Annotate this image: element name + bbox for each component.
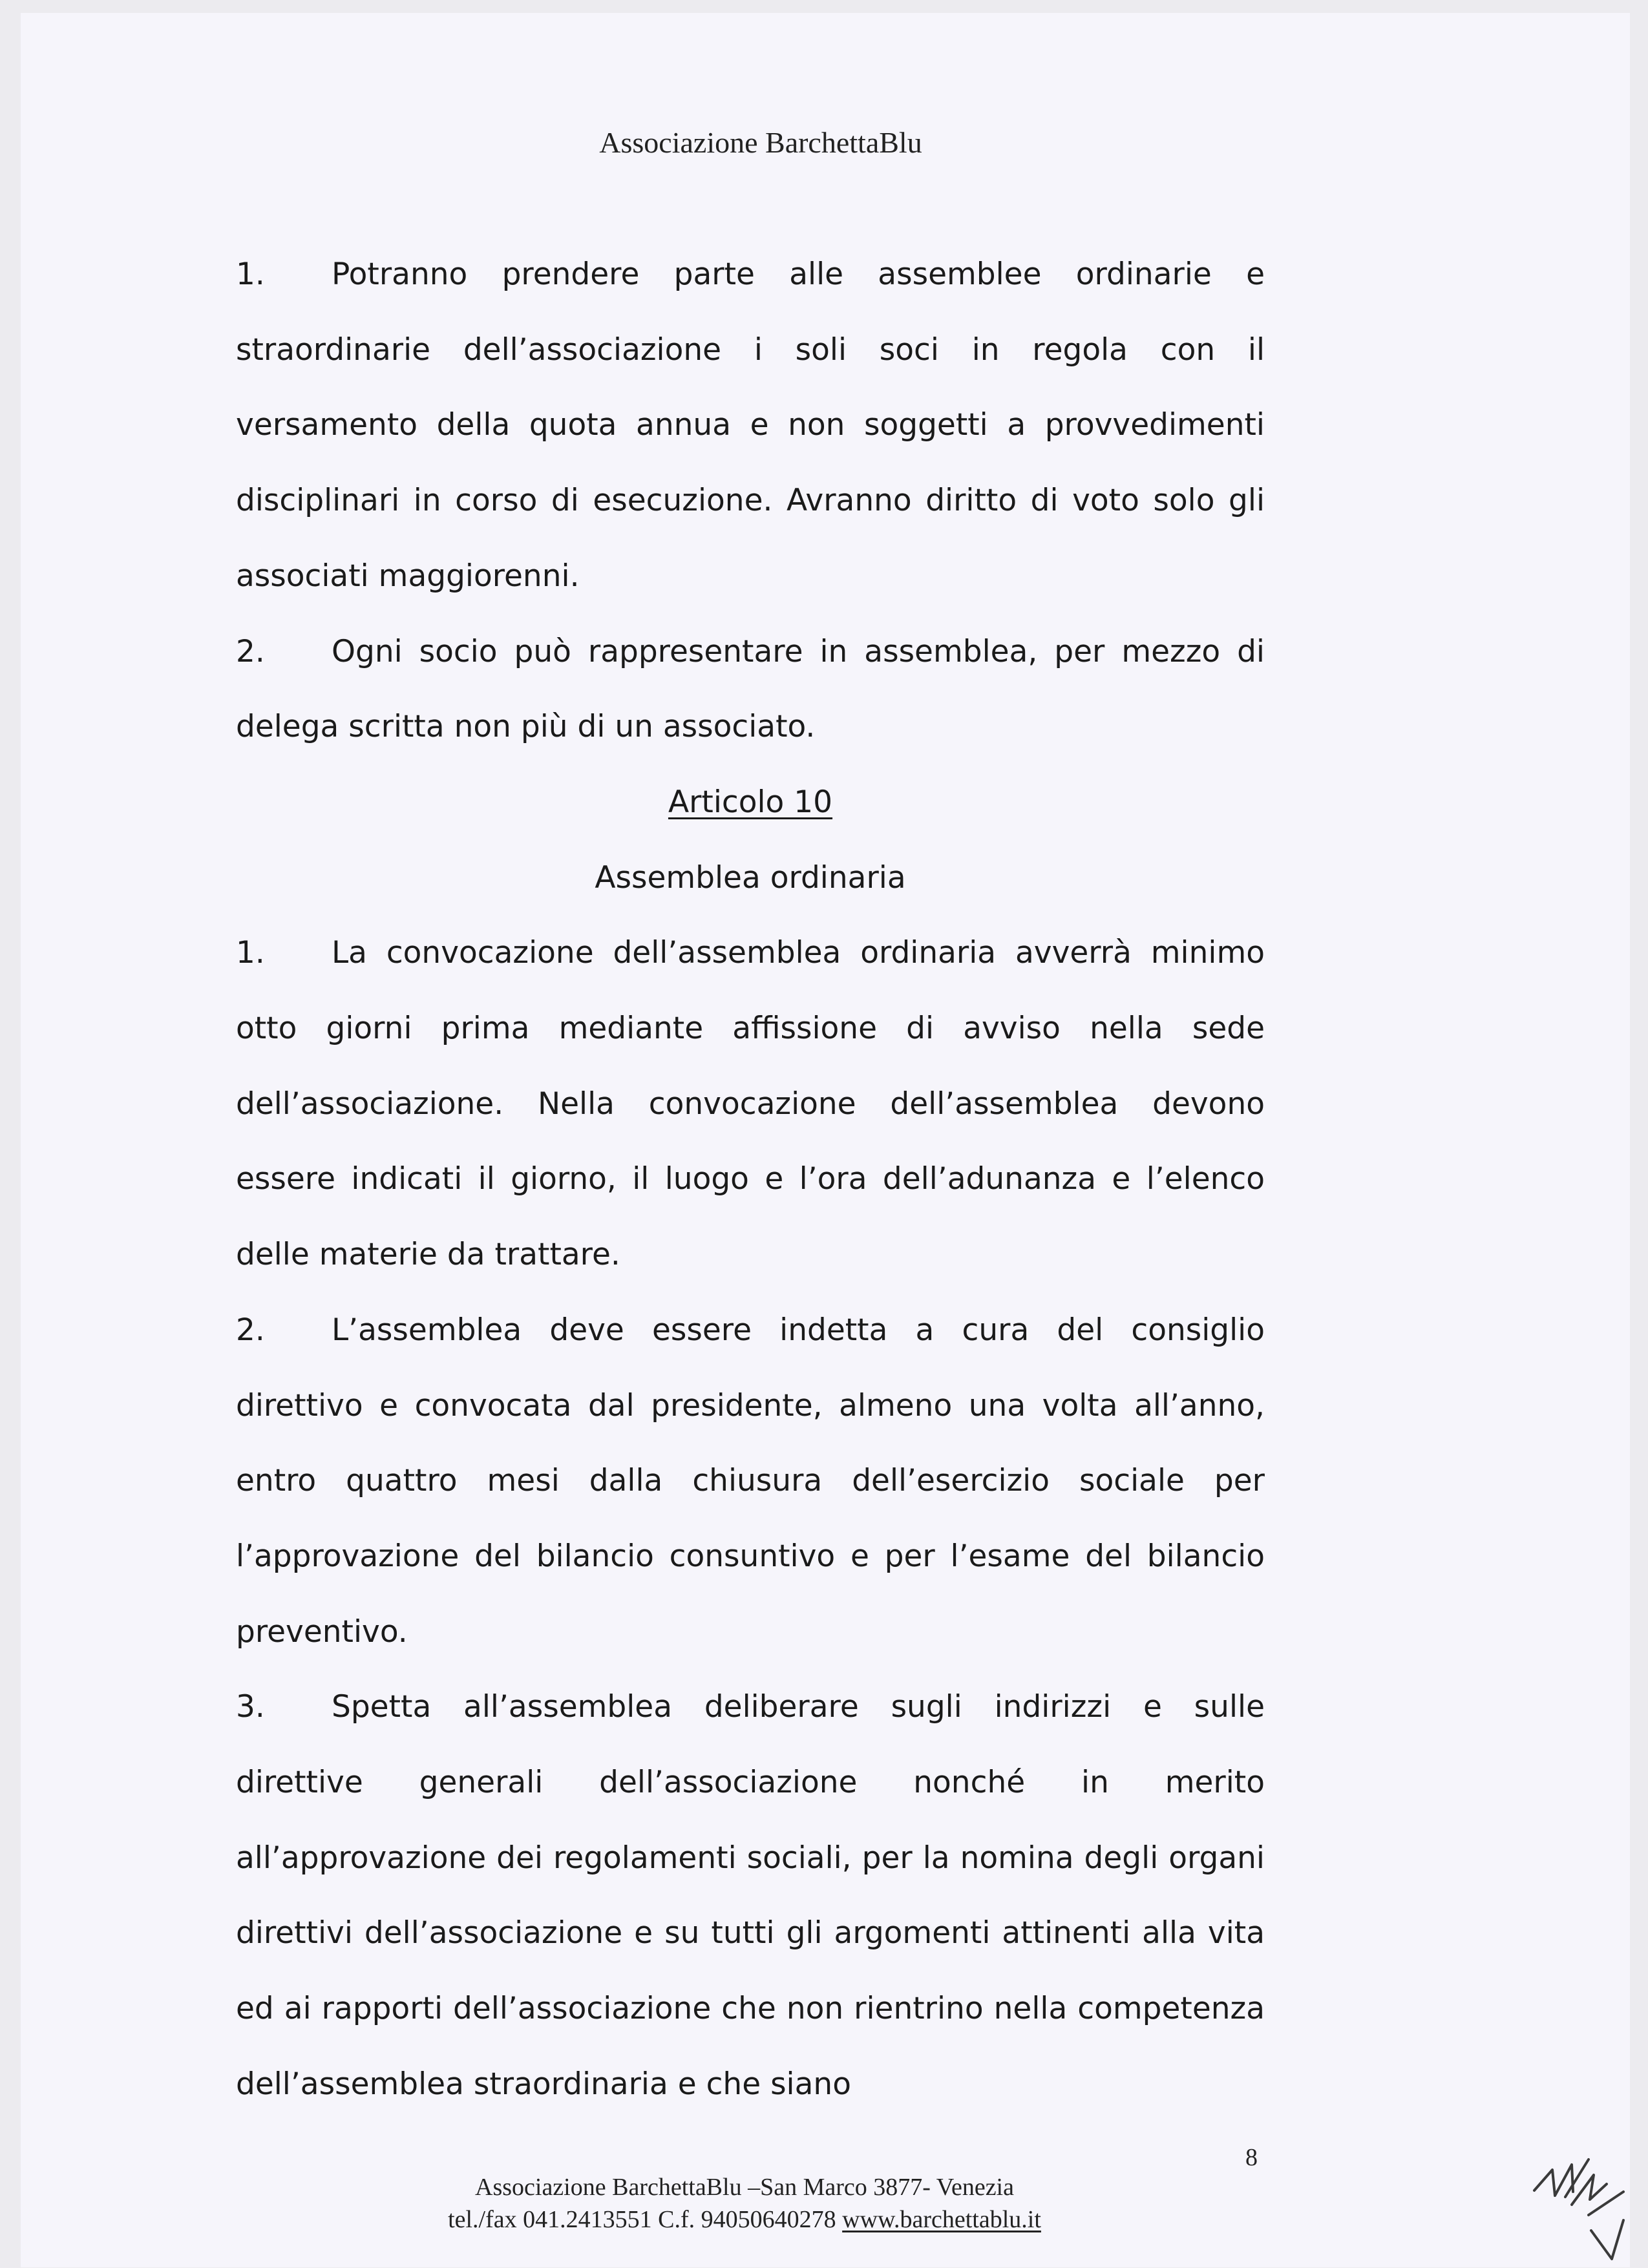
paragraph-text: Spetta all’assemblea deliberare sugli indirizzi e sulle direttive generali dell’associazione nonché in merito all’approvazione dei regolamenti sociali, per la nomina degli organi direttivi dell’associazione e su tutti gli argomenti attinenti alla vita ed ai rapporti dell’associazione che non rientrino nella competenza dell’assemblea straordinaria e che siano — [236, 1689, 1265, 2102]
document-footer — [21, 2171, 1468, 2236]
article-title: Articolo 10 — [668, 784, 833, 820]
document-page — [21, 13, 1630, 2267]
paragraph-5 — [236, 1670, 1265, 2122]
footer-phone-tax: tel./fax 041.2413551 C.f. 94050640278 — [448, 2206, 843, 2233]
paragraph-number: 1. — [236, 935, 265, 971]
paragraph-4 — [236, 1293, 1265, 1670]
paragraph-3 — [236, 916, 1265, 1293]
paragraph-text: Ogni socio può rappresentare in assemblea, per mezzo di delega scritta non più di un associato. — [236, 633, 1265, 745]
handwritten-initials-icon — [1527, 2145, 1630, 2268]
document-body — [236, 237, 1265, 2123]
footer-contacts — [21, 2203, 1468, 2236]
footer-address: Associazione BarchettaBlu –San Marco 3877- Venezia — [475, 2174, 1014, 2201]
article-subtitle: Assemblea ordinaria — [595, 859, 906, 896]
document-header: Associazione BarchettaBlu — [599, 126, 922, 159]
paragraph-number: 2. — [236, 633, 265, 669]
paragraph-text: La convocazione dell’assemblea ordinaria avverrà minimo otto giorni prima mediante affissione di avviso nella sede dell’associazione. Nella convocazione dell’assemblea devono essere indicati il giorno, il luogo e l’ora dell’adunanza e l’elenco delle materie da trattare. — [236, 935, 1265, 1273]
website-link[interactable]: www.barchettablu.it — [842, 2206, 1041, 2233]
paragraph-1 — [236, 237, 1265, 614]
paragraph-number: 1. — [236, 257, 265, 292]
paragraph-text: Potranno prendere parte alle assemblee ordinarie e straordinarie dell’associazione i soli soci in regola con il versamento della quota annua e non soggetti a provvedimenti disciplinari in corso di esecuzione. Avranno diritto di voto solo gli associati maggiorenni. — [236, 257, 1265, 594]
paragraph-2 — [236, 614, 1265, 765]
paragraph-text: L’assemblea deve essere indetta a cura del consiglio direttivo e convocata dal presidente, almeno una volta all’anno, entro quattro mesi dalla chiusura dell’esercizio sociale per l’approvazione del bilancio consuntivo e per l’esame del bilancio preventivo. — [236, 1312, 1265, 1650]
page-number: 8 — [1245, 2144, 1258, 2171]
paragraph-number: 3. — [236, 1689, 265, 1725]
paragraph-number: 2. — [236, 1312, 265, 1348]
article-heading — [236, 765, 1265, 841]
